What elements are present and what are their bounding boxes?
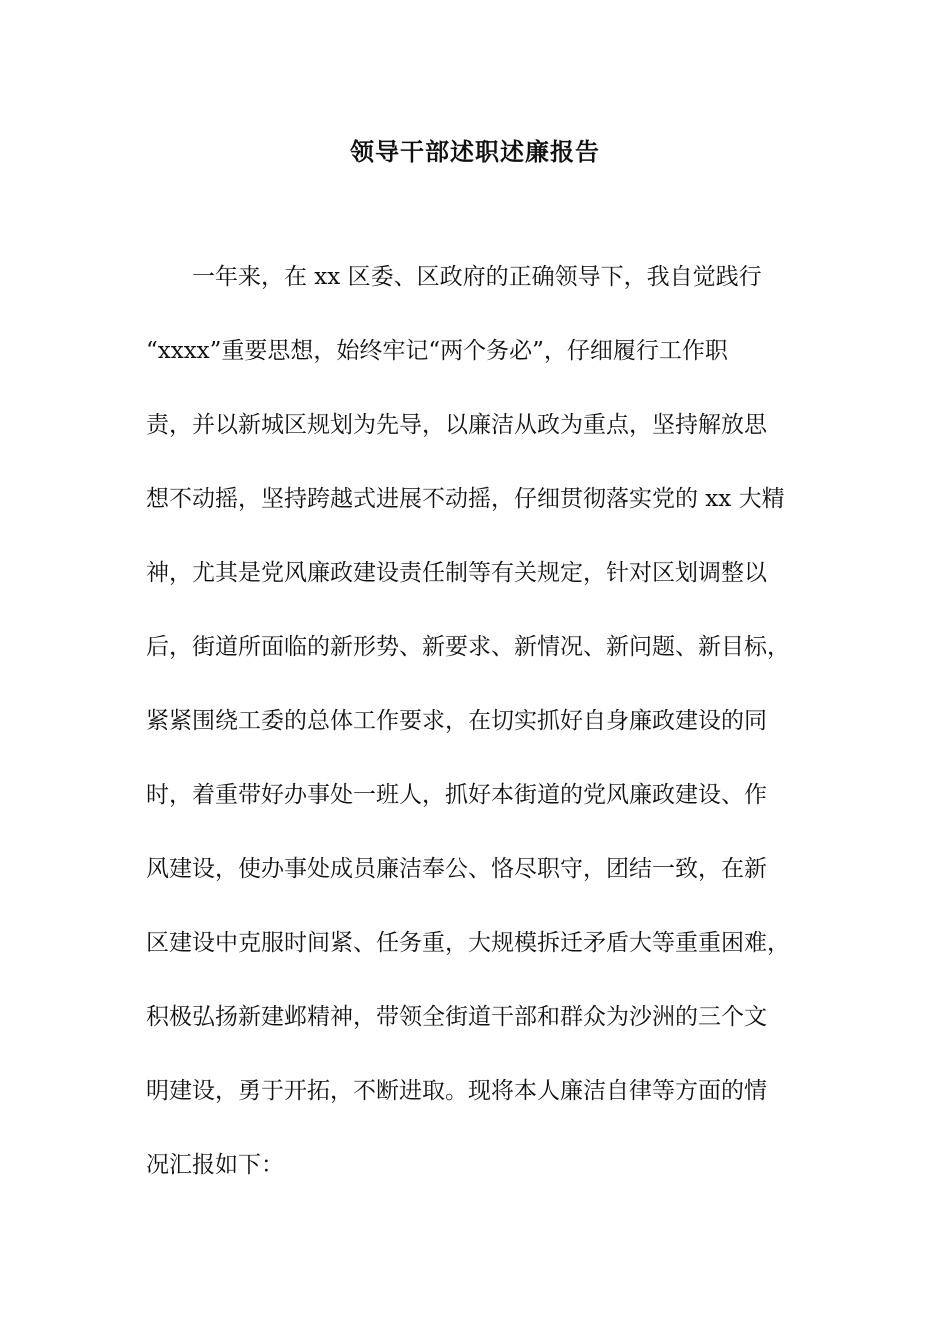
paragraph-line: 明建设，勇于开拓，不断进取。现将本人廉洁自律等方面的情	[146, 1078, 767, 1104]
paragraph-line: 想不动摇，坚持跨越式进展不动摇，仔细贯彻落实党的 xx 大精	[146, 486, 785, 512]
paragraph-line: “xxxx”重要思想，始终牢记“两个务必”，仔细履行工作职	[146, 338, 728, 364]
paragraph-line: 积极弘扬新建邺精神，带领全街道干部和群众为沙洲的三个文	[146, 1004, 767, 1030]
paragraph-line: 一年来，在 xx 区委、区政府的正确领导下，我自觉践行	[192, 264, 762, 290]
paragraph-line: 况汇报如下：	[146, 1152, 284, 1178]
paragraph-line: 风建设，使办事处成员廉洁奉公、恪尽职守，团结一致，在新	[146, 856, 767, 882]
paragraph-line: 时，着重带好办事处一班人，抓好本街道的党风廉政建设、作	[146, 782, 767, 808]
paragraph-line: 紧紧围绕工委的总体工作要求，在切实抓好自身廉政建设的同	[146, 708, 767, 734]
paragraph-line: 后，街道所面临的新形势、新要求、新情况、新问题、新目标，	[146, 634, 790, 660]
paragraph-line: 神，尤其是党风廉政建设责任制等有关规定，针对区划调整以	[146, 560, 767, 586]
document-title: 领导干部述职述廉报告	[350, 138, 600, 166]
paragraph-line: 责，并以新城区规划为先导，以廉洁从政为重点，坚持解放思	[146, 412, 767, 438]
body-paragraph	[146, 257, 826, 1219]
paragraph-line: 区建设中克服时间紧、任务重，大规模拆迁矛盾大等重重困难，	[146, 930, 790, 956]
